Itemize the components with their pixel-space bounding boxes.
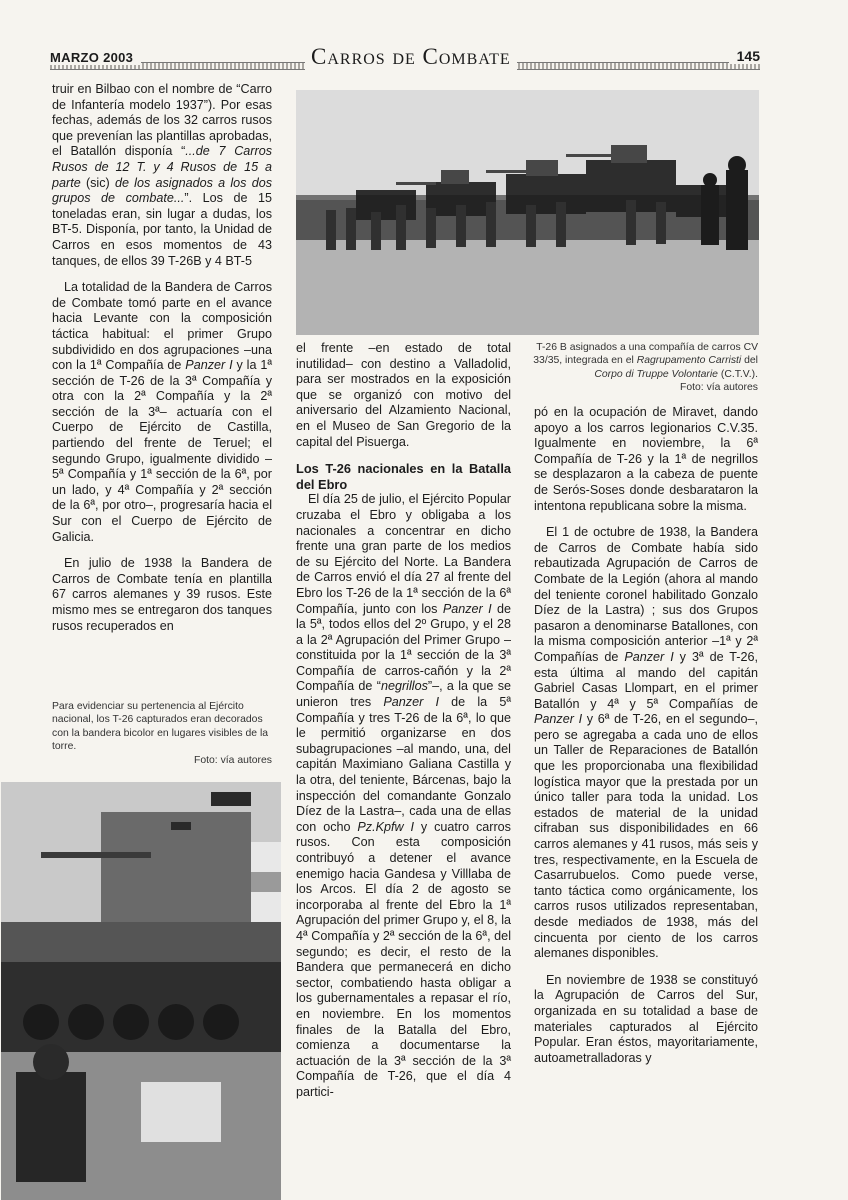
caption-text: Para evidenciar su pertenencia al Ejército nacional, los T-26 capturados eran decorados con la bandera bicolor en lugares visibles de la torre. (52, 701, 269, 753)
paragraph: El 1 de octubre de 1938, la Bandera de Carros de Combate había sido rebautizada Agrupación de Carros de Combate de la Legión (ahora al mando del teniente coronel habilitado Gonzalo Díez de la Lastra) ; sus dos Grupos pasaron a denominarse Batallones, con la misma composición anterior –1ª y 2ª Compañías de Panzer I y 3ª de T-26, esta última al mando del capitán Gabriel Casas Llompart, en el primer Batallón y 4ª y 5ª Compañías de Panzer I y 6ª de T-26, en el segundo–, pero se agregaba a cada uno de ellos un Taller de Reparaciones de Batallón que les proporcionaba una flexibilidad logística mayor que la prestada por un único taller para toda la unidad. Los estados de material de la unidad cifraban sus disponibilidades en 66 carros alemanes y 41 rusos, más seis y tres, respectivamente, en la Escuela de Casarrubuelos. Como puede verse, tanto táctica como orgánicamente, los carros rusos utilizados representaban, desde mediados de 1938, más del cincuenta por ciento de los carros alemanes disponibles. (534, 525, 759, 961)
photo-credit: Foto: vía autores (194, 754, 272, 766)
section-heading: Los T-26 nacionales en la Batalla del Ebro (296, 461, 511, 492)
paragraph: el frente –en estado de total inutilidad– con destino a Valladolid, para ser mostrados en la exposición que se organizó con motivo del aniversario del Alzamiento Nacional, en el Museo de San Gregorio de la capital del Pisuerga. (296, 341, 511, 449)
paragraph: El día 25 de julio, el Ejército Popular cruzaba el Ebro y obligaba a los nacionales a concentrar en dicho frente una gran parte de los medios de su Ejército del Norte. La Bandera de Carros envió el día 27 al frente del Ebro los T-26 de la 1ª sección de la 6ª Compañía, junto con los Panzer I de la 5ª, todos ellos del 2º Grupo, y el 28 a la 2ª Agrupación del Primer Grupo –constituida por la 1ª sección de la 3ª Compañía de carros-cañón y la 2ª Compañía de “negrillos”–, a la que se unieron tres Panzer I de la 5ª Compañía y tres T-26 de la 6ª, lo que le permitió organizarse en dos subagrupaciones –al mando, una, del capitán Maximiano Galiana Castilla y la otra, del teniente, Bárcenas, bajo la inspección del comandante Gonzalo Díez de la Lastra–, cada una de ellas con ocho Pz.Kpfw I y cuatro carros rusos. Con esta composición contribuyó a detener el avance enemigo hacia Gandesa y Villlaba de los Arcos. El día 2 de agosto se incorporaba al frente del Ebro la 1ª Agrupación del primer Grupo y, el 8, la 4ª Compañía y 2ª sección de la 6ª, del segundo; es decir, el resto de la Bandera que permanecerá en dicho sector, combatiendo hasta obligar a los gubernamentales a repasar el río, en noviembre. En los momentos finales de la Batalla del Ebro, comienza a documentarse la actuación de la 3ª sección de la 3ª Compañía de T-26, que el día 4 partici- (296, 492, 511, 1099)
photo-credit: Foto: vía autores (680, 382, 758, 394)
text-column-1 (52, 82, 272, 645)
paragraph: pó en la ocupación de Miravet, dando apoyo a los carros legionarios C.V.35. Igualmente en noviembre, la 6ª Compañía de T-26 y la 1ª de negrillos se desplazaron a la cabeza de puente de Serós-Soses donde desbarataron la intentona republicana sobre la misma. (534, 405, 758, 513)
issue-date: MARZO 2003 (50, 50, 141, 65)
page-header (50, 40, 760, 70)
paragraph: truir en Bilbao con el nombre de “Carro de Infantería modelo 1937”). Por esas fechas, además de los 32 carros rusos que prevenían las plantillas aprobadas, el Batallón disponía “...de 7 Carros Rusos de 12 T. y 4 Rusos de 15 a parte (sic) de los asignados a los dos grupos de combate...”. Los de 15 toneladas eran, sin lugar a dudas, los BT-5. Disponía, por tanto, la Unidad de Carros en esos momentos de 43 tanques, de ellos 39 T-26B y 4 BT-5 (52, 82, 273, 268)
photo-caption-1 (52, 700, 272, 767)
page-number: 145 (729, 48, 760, 64)
text-column-2 (296, 341, 511, 1112)
paragraph: En julio de 1938 la Bandera de Carros de Combate tenía en plantilla 67 carros alemanes y 39 rusos. Este mismo mes se entregaron dos tanques rusos recuperados en (52, 556, 272, 633)
photo-t26-flag (1, 782, 281, 1200)
paragraph: En noviembre de 1938 se constituyó la Agrupación de Carros del Sur, organizada en su totalidad a base de materiales capturados al Ejército Popular. Eran éstos, mayoritariamente, autoametralladoras y (534, 972, 758, 1065)
paragraph: La totalidad de la Bandera de Carros de Combate tomó parte en el avance hacia Levante con la composición táctica habitual: el primer Grupo subdividido en dos agrupaciones –una con la 1ª Compañía de Panzer I y la 1ª sección de T-26 de la 3ª Compañía y otra con la 2ª Compañía y la 2ª sección de la 3ª– actuaría con el Cuerpo de Ejército de Castilla, partiendo del frente de Teruel; el segundo Grupo, igualmente dividido –5ª Compañía y 1ª sección de la 6ª, por un lado, y 4ª Compañía y 2ª sección de la 6ª, por otro–, progresaría hacia el Sur con el Cuerpo de Ejército de Galicia. (52, 280, 273, 544)
photo-caption-2 (516, 341, 758, 395)
magazine-title: Carros de Combate (305, 44, 517, 70)
text-column-3 (534, 405, 758, 1077)
photo-tanks-lineup (296, 90, 759, 335)
caption-text: T-26 B asignados a una compañía de carros CV 33/35, integrada en el Ragrupamento Carristi del Corpo di Truppe Volontarie (C.T.V.). (533, 342, 758, 380)
